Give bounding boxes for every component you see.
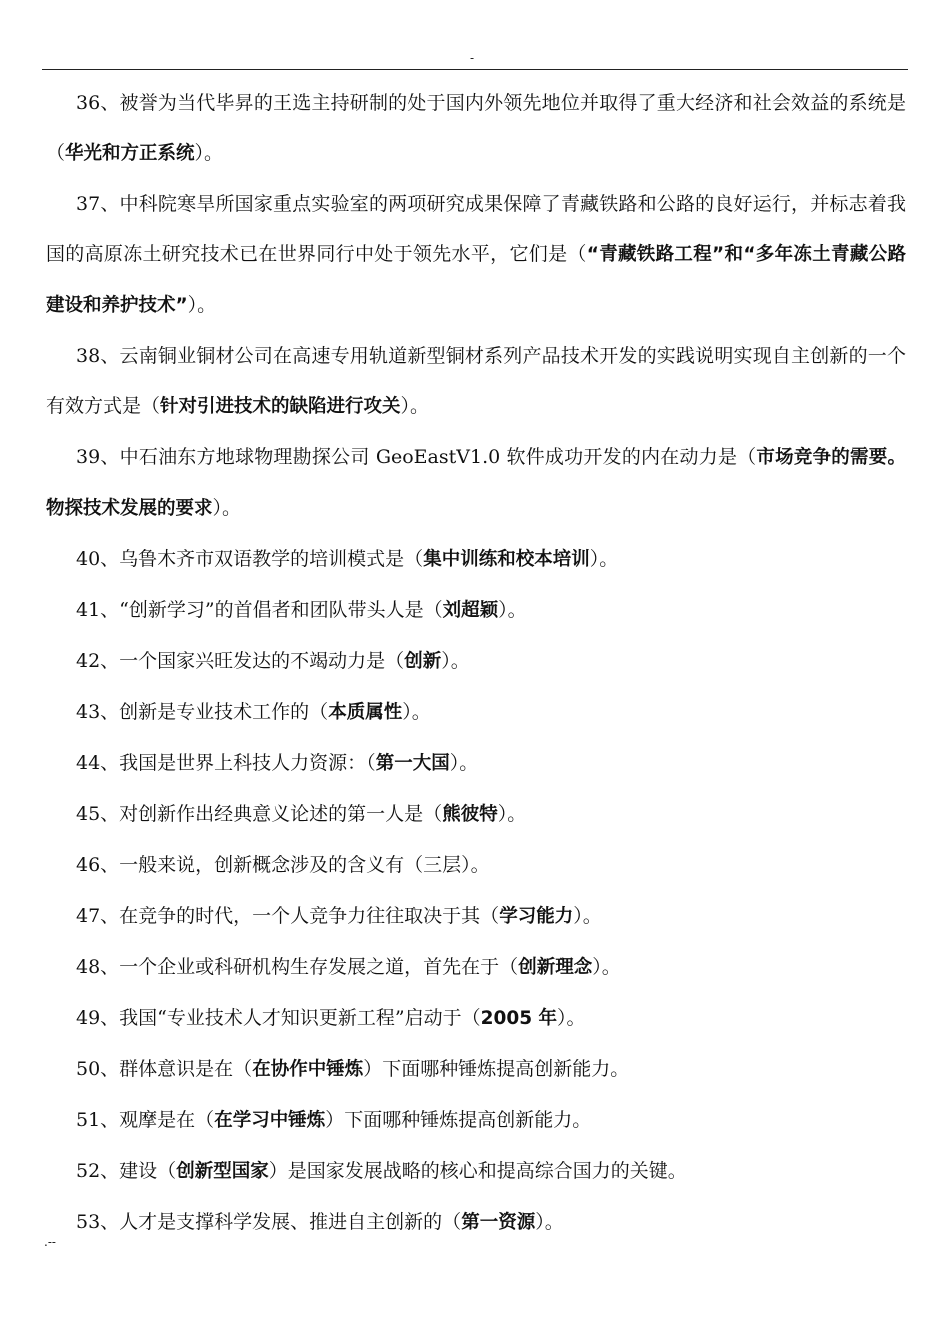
answer-text: 在协作中锤炼 bbox=[252, 1059, 364, 1080]
question-text: 38、云南铜业铜材公司在高速专用轨道新型铜材系列产品技术开发的实践说明实现自主创新的一个有效方式是（ bbox=[46, 345, 906, 417]
question-item-52 bbox=[46, 1146, 906, 1197]
question-item-49 bbox=[46, 993, 906, 1044]
answer-text: 刘超颖 bbox=[442, 600, 499, 621]
question-item-48 bbox=[46, 942, 906, 993]
question-text: 49、我国“专业技术人才知识更新工程”启动于（ bbox=[76, 1007, 481, 1029]
answer-text: 学习能力 bbox=[499, 906, 574, 927]
question-item-50 bbox=[46, 1044, 906, 1095]
footer-mark: .-- bbox=[44, 1235, 56, 1249]
answer-text: 市场竞争的需要。物探技术发展的要求 bbox=[46, 447, 906, 519]
question-text: 50、群体意识是在（ bbox=[76, 1058, 253, 1080]
question-text: 51、观摩是在（ bbox=[76, 1109, 215, 1131]
question-text: 47、在竞争的时代，一个人竞争力往往取决于其（ bbox=[76, 905, 500, 927]
question-item-37 bbox=[46, 179, 906, 331]
question-item-47 bbox=[46, 891, 906, 942]
question-text: 39、中石油东方地球物理勘探公司 GeoEastV1.0 软件成功开发的内在动力是（ bbox=[76, 446, 757, 468]
question-text-tail: ）。 bbox=[497, 803, 527, 825]
question-item-45 bbox=[46, 789, 906, 840]
answer-text: 熊彼特 bbox=[442, 804, 498, 825]
question-text-tail: ）。 bbox=[441, 650, 470, 672]
question-text: 46、一般来说，创新概念涉及的含义有（三层）。 bbox=[76, 854, 490, 876]
header-divider bbox=[42, 69, 908, 70]
question-item-53 bbox=[46, 1197, 906, 1248]
question-item-46 bbox=[46, 840, 906, 891]
question-text-tail: ）下面哪种锤炼提高创新能力。 bbox=[325, 1109, 592, 1131]
question-item-36 bbox=[46, 78, 906, 179]
question-item-51 bbox=[46, 1095, 906, 1146]
question-item-38 bbox=[46, 331, 906, 432]
answer-text: 在学习中锤炼 bbox=[214, 1110, 326, 1131]
question-text-tail: ）。 bbox=[573, 905, 602, 927]
question-text-tail: ）。 bbox=[592, 956, 621, 978]
answer-text: 针对引进技术的缺陷进行攻关 bbox=[160, 396, 401, 417]
question-text: 37、中科院寒旱所国家重点实验室的两项研究成果保障了青藏铁路和公路的良好运行，并标志着我国的高原冻土研究技术已在世界同行中处于领先水平，它们是（ bbox=[46, 193, 906, 265]
question-text-tail: ）。 bbox=[194, 142, 224, 164]
question-text-tail: ）。 bbox=[589, 548, 619, 570]
question-item-43 bbox=[46, 687, 906, 738]
question-text-tail: ）。 bbox=[449, 752, 479, 774]
question-text: 36、被誉为当代毕昇的王选主持研制的处于国内外领先地位并取得了重大经济和社会效益的系统是（ bbox=[46, 92, 906, 164]
question-text-tail: ）。 bbox=[400, 395, 430, 417]
answer-text: 华光和方正系统 bbox=[65, 143, 195, 164]
question-text-tail: ）。 bbox=[498, 599, 527, 621]
answer-text: “青藏铁路工程”和“多年冻土青藏公路建设和养护技术” bbox=[46, 244, 906, 316]
answer-text: 本质属性 bbox=[328, 702, 403, 723]
question-item-42 bbox=[46, 636, 906, 687]
question-text: 42、一个国家兴旺发达的不竭动力是（ bbox=[76, 650, 405, 672]
question-text-tail: ）是国家发展战略的核心和提高综合国力的关键。 bbox=[268, 1160, 687, 1182]
answer-text: 集中训练和校本培训 bbox=[423, 549, 590, 570]
question-text: 43、创新是专业技术工作的（ bbox=[76, 701, 329, 723]
question-item-44 bbox=[46, 738, 906, 789]
question-text: 44、我国是世界上科技人力资源：（ bbox=[76, 752, 376, 774]
question-text-tail: ）。 bbox=[402, 701, 431, 723]
question-text: 53、人才是支撑科学发展、推进自主创新的（ bbox=[76, 1211, 462, 1233]
question-item-39 bbox=[46, 432, 906, 534]
question-text-tail: ）。 bbox=[212, 497, 242, 519]
question-text: 45、对创新作出经典意义论述的第一人是（ bbox=[76, 803, 443, 825]
answer-text: 创新 bbox=[404, 651, 442, 672]
question-text: 52、建设（ bbox=[76, 1160, 177, 1182]
question-text-tail: ）。 bbox=[557, 1007, 586, 1029]
question-text: 48、一个企业或科研机构生存发展之道，首先在于（ bbox=[76, 956, 519, 978]
question-item-41 bbox=[46, 585, 906, 636]
question-item-40 bbox=[46, 534, 906, 585]
answer-text: 第一资源 bbox=[461, 1212, 536, 1233]
question-text-tail: ）下面哪种锤炼提高创新能力。 bbox=[363, 1058, 630, 1080]
answer-text: 第一大国 bbox=[375, 753, 450, 774]
answer-text: 创新型国家 bbox=[176, 1161, 269, 1182]
question-text: 40、乌鲁木齐市双语教学的培训模式是（ bbox=[76, 548, 424, 570]
question-list bbox=[46, 78, 906, 1248]
question-text-tail: ）。 bbox=[535, 1211, 564, 1233]
answer-text: 2005 年 bbox=[480, 1008, 558, 1029]
answer-text: 创新理念 bbox=[518, 957, 593, 978]
header-mark: - bbox=[470, 51, 475, 65]
question-text: 41、“创新学习”的首倡者和团队带头人是（ bbox=[76, 599, 443, 621]
question-text-tail: ）。 bbox=[187, 294, 217, 316]
